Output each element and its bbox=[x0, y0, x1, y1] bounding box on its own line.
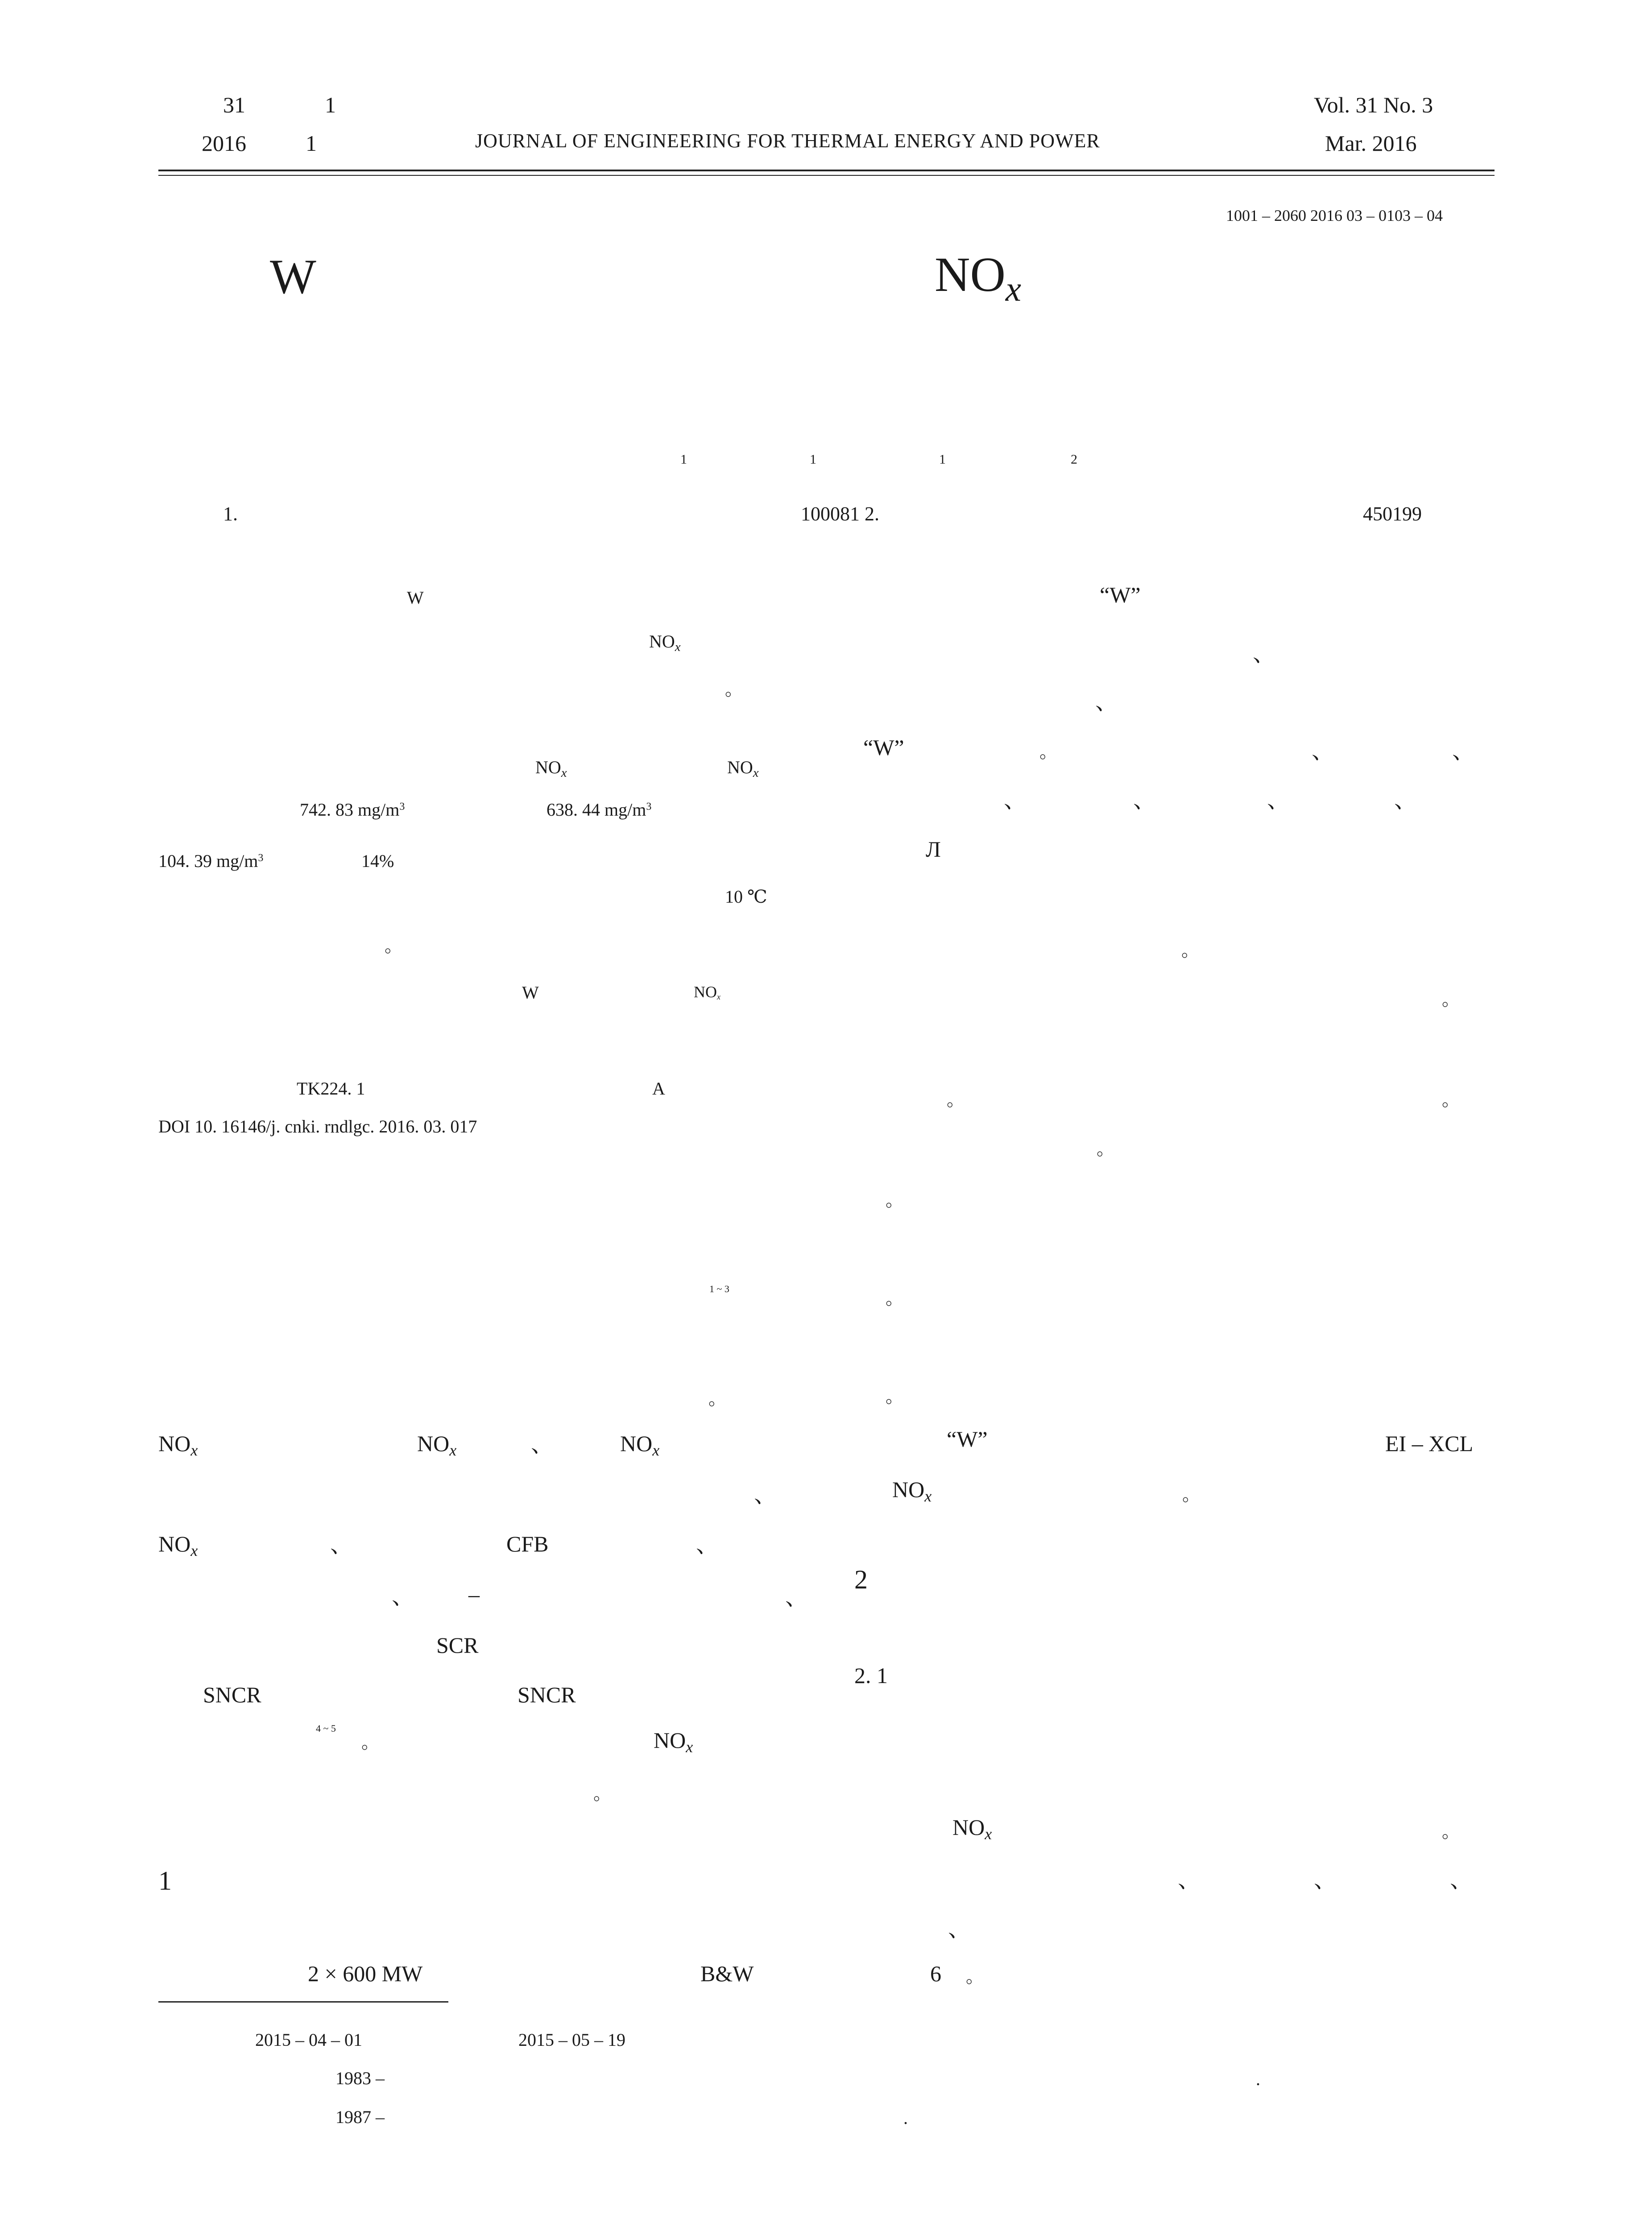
punct-comma: 、 bbox=[531, 1432, 553, 1457]
punct-period: 。 bbox=[1442, 1821, 1460, 1841]
punct-comma: 、 bbox=[785, 1585, 807, 1610]
quoted-w: “W” bbox=[1100, 582, 1141, 607]
quoted-w: “W” bbox=[947, 1427, 988, 1451]
punct-period: 。 bbox=[725, 679, 743, 699]
nox-term: $NO_x$ bbox=[620, 1431, 660, 1460]
abstract-temperature: 10 ℃ bbox=[725, 887, 767, 907]
abstract-percent: 14% bbox=[361, 851, 394, 871]
punct-comma: 、 bbox=[1133, 788, 1155, 813]
header-volume-en: Vol. 31 No. 3 bbox=[1314, 92, 1433, 117]
bw-term: B&W bbox=[700, 1961, 754, 1986]
cfb-term: CFB bbox=[506, 1531, 549, 1556]
figure-number: 6 bbox=[930, 1961, 941, 1986]
nox-term: $NO_x$ bbox=[892, 1477, 932, 1505]
header-rule-bottom bbox=[158, 175, 1495, 176]
author-affil-marker: 2 bbox=[1071, 452, 1077, 467]
punct-period: 。 bbox=[966, 1966, 984, 1986]
keyword-nox: NOx bbox=[694, 983, 720, 1002]
affiliation-zip: 450199 bbox=[1363, 503, 1422, 525]
nox-term: $NO_x$ bbox=[417, 1431, 457, 1460]
header-month-cn: 1 bbox=[306, 131, 317, 156]
author-affil-marker: 1 bbox=[680, 452, 687, 467]
title-nox: $NO_x$ bbox=[935, 247, 1022, 309]
punct-comma: 、 bbox=[1314, 1867, 1336, 1892]
affiliation-number: 1. bbox=[223, 503, 238, 525]
punct-period: 。 bbox=[886, 1190, 903, 1210]
punct-comma: 、 bbox=[1004, 788, 1026, 813]
received-date: 2015 – 04 – 01 bbox=[255, 2030, 362, 2050]
punct-dot: . bbox=[1256, 2069, 1260, 2089]
section-2-1-heading: 2. 1 bbox=[854, 1663, 888, 1688]
abstract-value: 104. 39 $mg/m^3$ bbox=[158, 851, 264, 871]
punct-period: 。 bbox=[1097, 1139, 1114, 1159]
footnote-rule bbox=[158, 2001, 448, 2003]
section-2-heading: 2 bbox=[854, 1565, 868, 1594]
scr-term: SCR bbox=[436, 1633, 479, 1658]
header-volume-cn: 31 bbox=[223, 92, 245, 117]
author-affil-marker: 1 bbox=[810, 452, 816, 467]
doi: DOI 10. 16146/j. cnki. rndlgc. 2016. 03. 017 bbox=[158, 1116, 477, 1136]
punct-period: 。 bbox=[1442, 989, 1460, 1009]
citation-marker: 1 ~ 3 bbox=[709, 1283, 729, 1294]
sncr-term: SNCR bbox=[203, 1682, 261, 1707]
revised-date: 2015 – 05 – 19 bbox=[518, 2030, 625, 2050]
punct-period: 。 bbox=[886, 1288, 903, 1308]
abstract-w: W bbox=[407, 588, 424, 608]
punct-period: 。 bbox=[947, 1090, 965, 1110]
header-rule-top bbox=[158, 170, 1495, 171]
section-1-heading: 1 bbox=[158, 1866, 172, 1895]
punct-period: 。 bbox=[708, 1389, 726, 1409]
abstract-nox: $NO_x$ bbox=[727, 757, 759, 780]
article-id: 1001 – 2060 2016 03 – 0103 – 04 bbox=[1226, 207, 1443, 224]
punct-comma: 、 bbox=[1267, 788, 1289, 813]
header-date-en: Mar. 2016 bbox=[1325, 131, 1417, 156]
punct-comma: 、 bbox=[392, 1584, 414, 1609]
unit-capacity: 2 × 600 MW bbox=[308, 1961, 423, 1986]
nox-term: $NO_x$ bbox=[158, 1431, 198, 1460]
nox-term: $NO_x$ bbox=[654, 1728, 693, 1756]
punct-period: 。 bbox=[886, 1386, 903, 1406]
author-birth-year: 1983 – bbox=[335, 2068, 385, 2088]
punct-comma: 、 bbox=[1095, 689, 1118, 714]
header-issue-cn: 1 bbox=[325, 92, 336, 117]
citation-marker: 4 ~ 5 bbox=[316, 1723, 336, 1734]
quoted-w: “W” bbox=[863, 735, 904, 760]
punct-period: 。 bbox=[1181, 940, 1199, 960]
punct-period: 。 bbox=[361, 1732, 379, 1752]
punct-comma: 、 bbox=[1394, 788, 1416, 813]
punct-comma: 、 bbox=[754, 1482, 776, 1507]
punct-period: 。 bbox=[593, 1783, 611, 1804]
punct-comma: 、 bbox=[696, 1532, 718, 1557]
nox-term: $NO_x$ bbox=[158, 1531, 198, 1560]
dash: – bbox=[468, 1582, 480, 1607]
punct-comma: 、 bbox=[1312, 738, 1334, 763]
punct-comma: 、 bbox=[1452, 738, 1474, 763]
punct-comma: 、 bbox=[1450, 1867, 1472, 1892]
clc-number: TK224. 1 bbox=[297, 1078, 365, 1099]
punct-comma: 、 bbox=[1178, 1867, 1200, 1892]
author-affil-marker: 1 bbox=[939, 452, 946, 467]
affiliation-zip: 100081 2. bbox=[801, 503, 879, 525]
keyword-w: W bbox=[522, 983, 539, 1003]
punct-comma: 、 bbox=[1253, 641, 1275, 666]
abstract-value: 742. 83 $mg/m^3$ bbox=[300, 800, 405, 820]
eixcl-term: EI – XCL bbox=[1385, 1431, 1474, 1456]
punct-comma: 、 bbox=[948, 1916, 970, 1941]
abstract-nox: $NO_x$ bbox=[535, 757, 567, 780]
punct-comma: 、 bbox=[330, 1532, 352, 1557]
sncr-term: SNCR bbox=[518, 1682, 576, 1707]
title-w: W bbox=[270, 249, 316, 304]
author-birth-year: 1987 – bbox=[335, 2107, 385, 2127]
nox-term: $NO_x$ bbox=[952, 1815, 992, 1843]
punct-dot: . bbox=[903, 2108, 908, 2128]
punct-period: 。 bbox=[1182, 1485, 1200, 1505]
abstract-nox: $NO_x$ bbox=[649, 631, 681, 655]
punct-period: 。 bbox=[1039, 742, 1057, 762]
header-year-cn: 2016 bbox=[202, 131, 246, 156]
cyrillic-glyph: Л bbox=[926, 837, 941, 862]
abstract-value: 638. 44 $mg/m^3$ bbox=[547, 800, 652, 820]
journal-name: JOURNAL OF ENGINEERING FOR THERMAL ENERGY AND POWER bbox=[475, 130, 1100, 152]
document-code: A bbox=[652, 1078, 665, 1099]
punct-period: 。 bbox=[1442, 1090, 1460, 1110]
punct-period: 。 bbox=[385, 936, 402, 956]
